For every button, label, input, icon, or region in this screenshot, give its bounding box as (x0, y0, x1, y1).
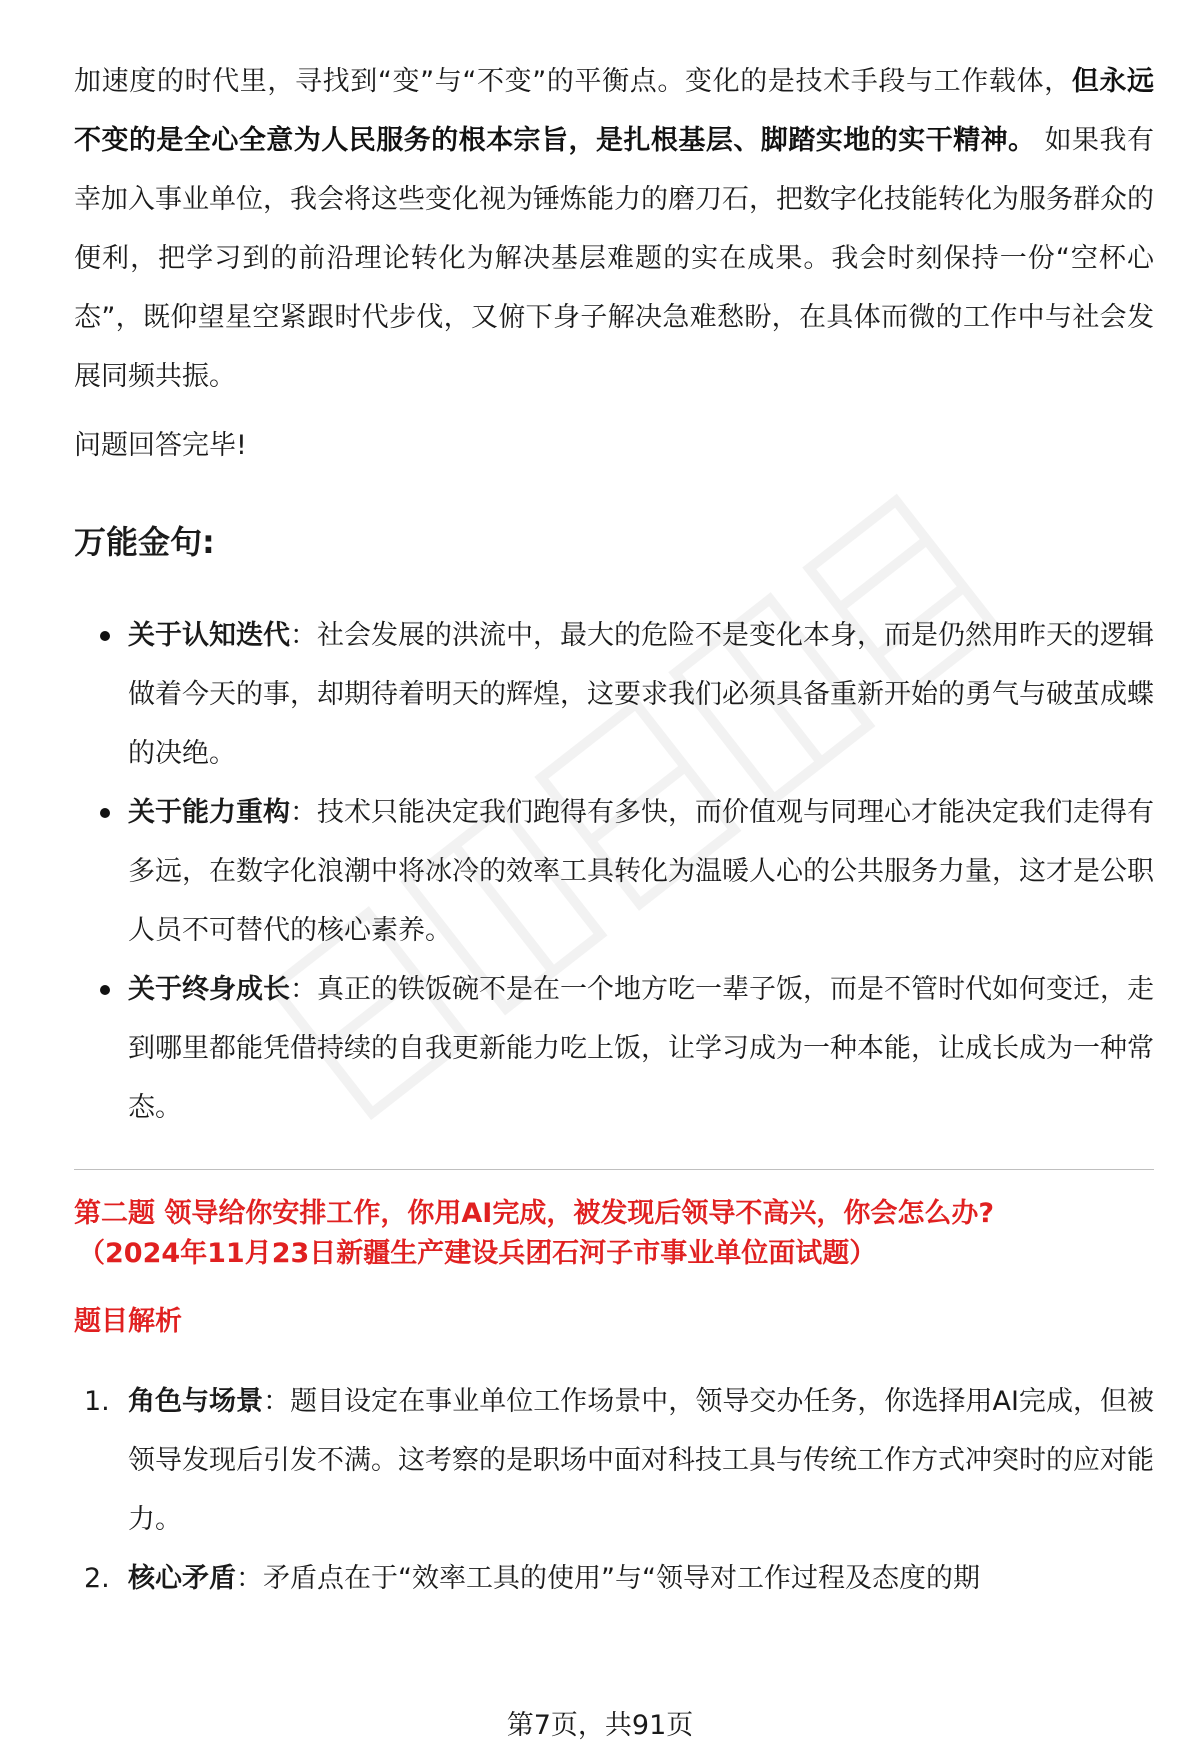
bullet-icon (100, 631, 110, 641)
list-item-text: ：真正的铁饭碗不是在一个地方吃一辈子饭，而是不管时代如何变迁，走到哪里都能凭借持续的自我更新能力吃上饭，让学习成为一种本能，让成长成为一种常态。 (128, 974, 1154, 1123)
list-item-text: ：技术只能决定我们跑得有多快，而价值观与同理心才能决定我们走得有多远，在数字化浪潮中将冰冷的效率工具转化为温暖人心的公共服务力量，这才是公职人员不可替代的核心素养。 (128, 797, 1154, 946)
list-item (74, 960, 1154, 1137)
intro-text-continued: 如果我有幸加入事业单位，我会将这些变化视为锤炼能力的磨刀石，把数字化技能转化为服务群众的便利，把学习到的前沿理论转化为解决基层难题的实在成果。我会时刻保持一份“空杯心态”，既仰望星空紧跟时代步伐，又俯下身子解决急难愁盼，在具体而微的工作中与社会发展同频共振。 (74, 125, 1155, 392)
list-item-text: ：矛盾点在于“效率工具的使用”与“领导对工作过程及态度的期 (236, 1563, 980, 1594)
page-number: 第7页，共91页 (506, 1710, 694, 1741)
list-item-label: 关于认知迭代 (128, 620, 290, 651)
list-item-number: 1. (84, 1386, 110, 1417)
document-body (74, 52, 1154, 1608)
list-item-text: ：社会发展的洪流中，最大的危险不是变化本身，而是仍然用昨天的逻辑做着今天的事，却期待着明天的辉煌，这要求我们必须具备重新开始的勇气与破茧成蝶的决绝。 (128, 620, 1154, 769)
list-item-label: 关于能力重构 (128, 797, 290, 828)
bullet-icon (100, 985, 110, 995)
intro-paragraph (74, 52, 1154, 406)
intro-text: 加速度的时代里，寻找到“变”与“不变”的平衡点。变化的是技术手段与工作载体， (74, 66, 1072, 97)
analysis-list (74, 1372, 1154, 1608)
list-item (74, 1372, 1154, 1549)
section-divider (74, 1169, 1154, 1170)
list-item (74, 1549, 1154, 1608)
closing-line: 问题回答完毕! (74, 430, 247, 461)
question-title: 第二题 领导给你安排工作，你用AI完成，被发现后领导不高兴，你会怎么办? (74, 1198, 995, 1229)
list-item-label: 核心矛盾 (128, 1563, 236, 1594)
golden-quotes-list (74, 606, 1154, 1137)
question-source: （2024年11月23日新疆生产建设兵团石河子市事业单位面试题） (78, 1238, 877, 1269)
analysis-heading: 题目解析 (74, 1306, 182, 1337)
list-item (74, 606, 1154, 783)
list-item-label: 角色与场景 (128, 1386, 264, 1417)
intro-bold-text: 但永远不变的是全心全意为人民服务的根本宗旨，是扎根基层、脚踏实地的实干精神。 (74, 66, 1155, 156)
golden-quotes-heading: 万能金句: (74, 523, 215, 561)
bullet-icon (100, 808, 110, 818)
list-item-label: 关于终身成长 (128, 974, 290, 1005)
list-item-text: ：题目设定在事业单位工作场景中，领导交办任务，你选择用AI完成，但被领导发现后引发不满。这考察的是职场中面对科技工具与传统工作方式冲突时的应对能力。 (128, 1386, 1154, 1535)
list-item-number: 2. (84, 1563, 110, 1594)
list-item (74, 783, 1154, 960)
